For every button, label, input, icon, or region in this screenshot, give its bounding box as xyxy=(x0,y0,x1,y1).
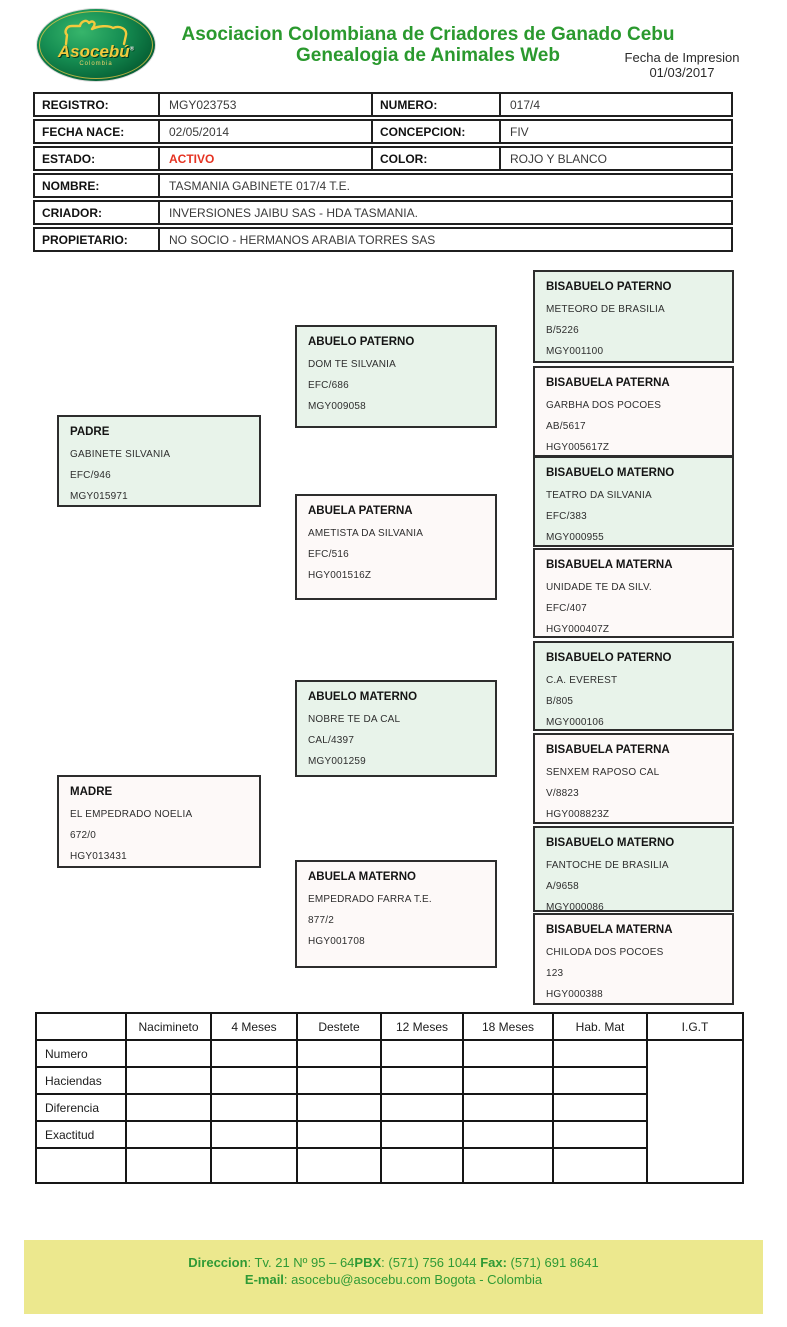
bisabuelo-materno-box-2 xyxy=(533,826,734,912)
animal-name: GABINETE SILVANIA xyxy=(70,449,171,460)
animal-code: MGY009058 xyxy=(308,401,366,412)
print-date-label: Fecha de Impresion xyxy=(624,50,740,65)
abuelo-paterno-box xyxy=(295,325,497,428)
empty-cell xyxy=(463,1121,553,1148)
concepcion-value: FIV xyxy=(510,124,529,139)
animal-reg: AB/5617 xyxy=(546,421,586,432)
box-title: ABUELA MATERNO xyxy=(308,871,416,883)
col-igt: I.G.T xyxy=(647,1013,743,1040)
col-18-meses: 18 Meses xyxy=(463,1013,553,1040)
numero-label: NUMERO: xyxy=(373,94,501,115)
empty-cell xyxy=(463,1094,553,1121)
info-row-registro xyxy=(33,92,733,117)
box-title: ABUELA PATERNA xyxy=(308,505,413,517)
igt-merged-cell xyxy=(647,1040,743,1183)
empty-cell xyxy=(297,1094,381,1121)
box-title: BISABUELA PATERNA xyxy=(546,744,670,756)
box-title: ABUELO MATERNO xyxy=(308,691,418,703)
animal-code: MGY000106 xyxy=(546,717,604,728)
abuela-materna-box xyxy=(295,860,497,968)
animal-reg: EFC/686 xyxy=(308,380,349,391)
info-row-fecha xyxy=(33,119,733,144)
animal-reg: EFC/407 xyxy=(546,603,587,614)
animal-code: HGY001708 xyxy=(308,936,365,947)
animal-name: METEORO DE BRASILIA xyxy=(546,304,665,315)
report-subtitle: Genealogia de Animales Web xyxy=(296,45,560,66)
empty-cell xyxy=(211,1067,297,1094)
abuelo-materno-box xyxy=(295,680,497,777)
animal-reg: CAL/4397 xyxy=(308,735,355,746)
print-date-block xyxy=(607,50,757,80)
animal-name: C.A. EVEREST xyxy=(546,675,618,686)
animal-code: HGY013431 xyxy=(70,851,127,862)
box-title: BISABUELO PATERNO xyxy=(546,281,672,293)
bisabuela-paterna-box-1 xyxy=(533,366,734,457)
info-row-nombre xyxy=(33,173,733,198)
propietario-value: NO SOCIO - HERMANOS ARABIA TORRES SAS xyxy=(169,232,436,247)
empty-cell xyxy=(381,1121,463,1148)
animal-reg: V/8823 xyxy=(546,788,579,799)
empty-cell xyxy=(553,1148,647,1183)
animal-reg: 672/0 xyxy=(70,830,97,841)
email-value: : asocebu@asocebu.com Bogota - Colombia xyxy=(283,1272,543,1287)
fax-label: Fax: xyxy=(480,1255,507,1270)
animal-reg: B/805 xyxy=(546,696,574,707)
empty-cell xyxy=(126,1148,211,1183)
association-title: Asociacion Colombiana de Criadores de Ganado Cebu xyxy=(181,24,675,45)
empty-cell xyxy=(126,1040,211,1067)
registro-label: REGISTRO: xyxy=(35,94,160,115)
email-label: E-mail xyxy=(244,1272,284,1287)
empty-cell xyxy=(553,1040,647,1067)
empty-cell xyxy=(297,1148,381,1183)
animal-reg: 877/2 xyxy=(308,915,335,926)
col-nacimineto: Nacimineto xyxy=(126,1013,211,1040)
row-exactitud-label: Exactitud xyxy=(36,1121,126,1148)
col-hab-mat: Hab. Mat xyxy=(553,1013,647,1040)
criador-label: CRIADOR: xyxy=(35,202,160,223)
direccion-label: Direccion xyxy=(188,1255,248,1270)
footer-address-line xyxy=(24,1254,763,1271)
direccion-value: : Tv. 21 Nº 95 – 64 xyxy=(247,1255,355,1270)
col-destete: Destete xyxy=(297,1013,381,1040)
empty-cell xyxy=(463,1067,553,1094)
bisabuelo-paterno-box-1 xyxy=(533,270,734,363)
empty-cell xyxy=(297,1040,381,1067)
animal-name: GARBHA DOS POCOES xyxy=(546,400,662,411)
empty-cell xyxy=(211,1121,297,1148)
box-title: BISABUELA PATERNA xyxy=(546,377,670,389)
row-diferencia-label: Diferencia xyxy=(36,1094,126,1121)
animal-code: HGY000407Z xyxy=(546,624,610,635)
box-title: BISABUELA MATERNA xyxy=(546,559,673,571)
info-row-propietario xyxy=(33,227,733,252)
col-4-meses: 4 Meses xyxy=(211,1013,297,1040)
stats-row-numero xyxy=(36,1040,743,1067)
info-row-criador xyxy=(33,200,733,225)
empty-cell xyxy=(553,1121,647,1148)
estado-value: ACTIVO xyxy=(160,148,373,169)
box-title: BISABUELA MATERNA xyxy=(546,924,673,936)
empty-cell xyxy=(463,1040,553,1067)
empty-cell xyxy=(126,1067,211,1094)
animal-code: MGY000955 xyxy=(546,532,604,543)
empty-cell xyxy=(126,1121,211,1148)
logo-subtext: Colombia xyxy=(79,61,113,67)
abuela-paterna-box xyxy=(295,494,497,600)
animal-name: DOM TE SILVANIA xyxy=(308,359,397,370)
row-numero-label: Numero xyxy=(36,1040,126,1067)
empty-cell xyxy=(211,1040,297,1067)
fecha-nace-value: 02/05/2014 xyxy=(160,121,373,142)
empty-cell xyxy=(553,1094,647,1121)
empty-cell xyxy=(297,1067,381,1094)
box-title: MADRE xyxy=(70,786,113,798)
fax-value: (571) 691 8641 xyxy=(506,1255,599,1270)
animal-info-table xyxy=(33,92,733,254)
color-value: ROJO Y BLANCO xyxy=(510,151,607,166)
numero-value: 017/4 xyxy=(510,97,541,112)
animal-name: UNIDADE TE DA SILV. xyxy=(546,582,652,593)
stats-corner-cell xyxy=(36,1013,126,1040)
box-title: ABUELO PATERNO xyxy=(308,336,415,348)
empty-cell xyxy=(211,1148,297,1183)
registro-value: MGY023753 xyxy=(160,94,373,115)
animal-code: HGY001516Z xyxy=(308,570,372,581)
bisabuela-materna-box-2 xyxy=(533,913,734,1005)
concepcion-label: CONCEPCION: xyxy=(373,121,501,142)
pbx-label: PBX xyxy=(354,1255,382,1270)
animal-name: SENXEM RAPOSO CAL xyxy=(546,767,660,778)
animal-name: TEATRO DA SILVANIA xyxy=(546,490,652,501)
empty-cell xyxy=(211,1094,297,1121)
stats-row-haciendas xyxy=(36,1067,743,1094)
empty-cell xyxy=(126,1094,211,1121)
bisabuelo-materno-box-1 xyxy=(533,456,734,547)
animal-code: HGY008823Z xyxy=(546,809,610,820)
padre-box xyxy=(57,415,261,507)
animal-name: EMPEDRADO FARRA T.E. xyxy=(308,894,432,905)
stats-header-row xyxy=(36,1013,743,1040)
footer-email-line xyxy=(24,1271,763,1288)
footer-contact-bar xyxy=(24,1240,763,1314)
col-12-meses: 12 Meses xyxy=(381,1013,463,1040)
animal-code: MGY015971 xyxy=(70,491,128,502)
animal-name: FANTOCHE DE BRASILIA xyxy=(546,860,669,871)
empty-cell xyxy=(553,1067,647,1094)
bisabuela-materna-box-1 xyxy=(533,548,734,638)
empty-cell xyxy=(381,1067,463,1094)
empty-cell xyxy=(381,1040,463,1067)
animal-reg: EFC/383 xyxy=(546,511,587,522)
stats-row-exactitud xyxy=(36,1121,743,1148)
bisabuelo-paterno-box-2 xyxy=(533,641,734,731)
animal-reg: EFC/946 xyxy=(70,470,111,481)
empty-cell xyxy=(297,1121,381,1148)
pbx-value: : (571) 756 1044 xyxy=(381,1255,481,1270)
madre-box xyxy=(57,775,261,868)
box-title: BISABUELO PATERNO xyxy=(546,652,672,664)
registered-mark: ® xyxy=(129,46,135,53)
animal-code: HGY000388 xyxy=(546,989,603,1000)
empty-cell xyxy=(463,1148,553,1183)
stats-row-empty xyxy=(36,1148,743,1183)
info-row-estado xyxy=(33,146,733,171)
animal-reg: 123 xyxy=(546,968,564,979)
propietario-label: PROPIETARIO: xyxy=(35,229,160,250)
print-date-value: 01/03/2017 xyxy=(649,65,715,80)
animal-reg: B/5226 xyxy=(546,325,579,336)
animal-name: NOBRE TE DA CAL xyxy=(308,714,401,725)
row-haciendas-label: Haciendas xyxy=(36,1067,126,1094)
box-title: BISABUELO MATERNO xyxy=(546,837,675,849)
animal-name: EL EMPEDRADO NOELIA xyxy=(70,809,193,820)
color-label: COLOR: xyxy=(373,148,501,169)
criador-value: INVERSIONES JAIBU SAS - HDA TASMANIA. xyxy=(169,205,418,220)
animal-reg: A/9658 xyxy=(546,881,579,892)
animal-code: MGY001100 xyxy=(546,346,604,357)
empty-cell xyxy=(381,1094,463,1121)
nombre-value: TASMANIA GABINETE 017/4 T.E. xyxy=(169,178,350,193)
animal-code: MGY000086 xyxy=(546,902,604,913)
box-title: PADRE xyxy=(70,426,110,438)
animal-code: HGY005617Z xyxy=(546,442,610,453)
empty-cell xyxy=(381,1148,463,1183)
animal-reg: EFC/516 xyxy=(308,549,349,560)
bisabuela-paterna-box-2 xyxy=(533,733,734,824)
animal-name: AMETISTA DA SILVANIA xyxy=(308,528,424,539)
nombre-label: NOMBRE: xyxy=(35,175,160,196)
box-title: BISABUELO MATERNO xyxy=(546,467,675,479)
logo-brand: Asocebú xyxy=(57,42,130,61)
performance-table xyxy=(35,1012,744,1184)
fecha-nace-label: FECHA NACE: xyxy=(35,121,160,142)
row-empty-label xyxy=(36,1148,126,1183)
animal-code: MGY001259 xyxy=(308,756,366,767)
animal-name: CHILODA DOS POCOES xyxy=(546,947,664,958)
stats-row-diferencia xyxy=(36,1094,743,1121)
estado-label: ESTADO: xyxy=(35,148,160,169)
